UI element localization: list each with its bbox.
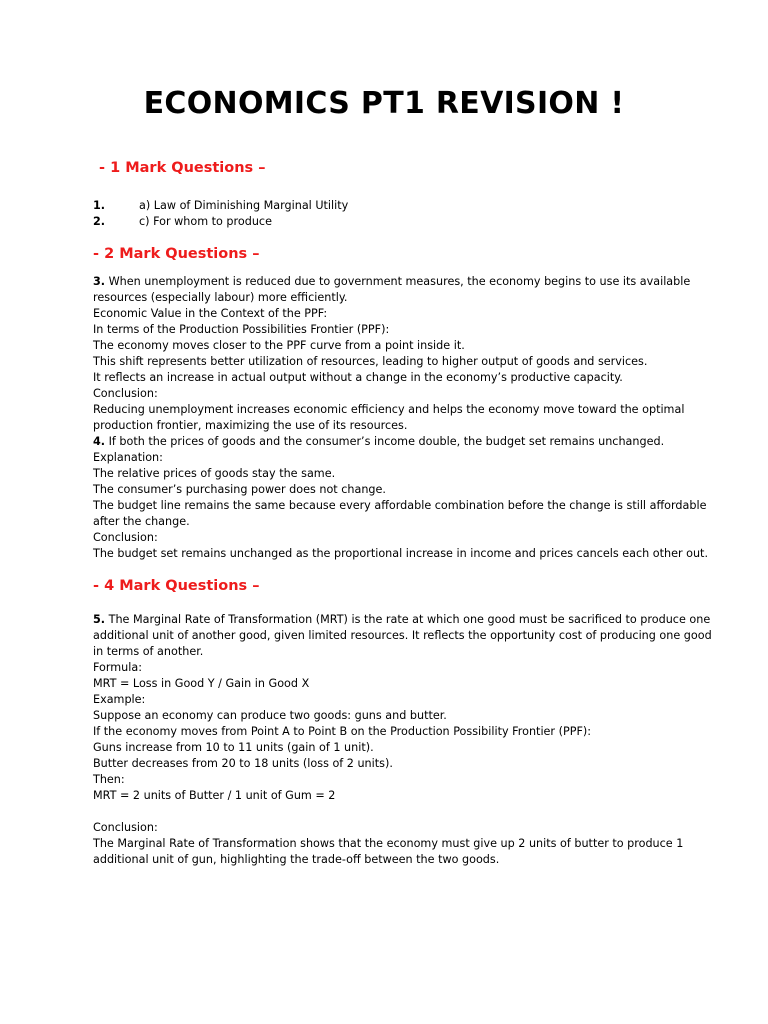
answer-line: The budget line remains the same because every affordable combination before the change is still affordable <box>93 499 707 512</box>
answer-line: MRT = 2 units of Butter / 1 unit of Gum = 2 <box>93 789 336 802</box>
answer-text: When unemployment is reduced due to government measures, the economy begins to use its available <box>108 275 691 288</box>
answer-line: The relative prices of goods stay the same. <box>93 467 336 480</box>
answer-line: Then: <box>93 773 125 786</box>
one-mark-list <box>93 198 683 230</box>
answer-line: production frontier, maximizing the use of its resources. <box>93 419 408 432</box>
mcq-answer: c) For whom to produce <box>139 215 272 228</box>
answer-line: Butter decreases from 20 to 18 units (loss of 2 units). <box>93 757 393 770</box>
answer-line: If the economy moves from Point A to Point B on the Production Possibility Frontier (PPF): <box>93 725 592 738</box>
blank-line <box>93 804 683 820</box>
answer-line <box>93 612 711 628</box>
answer-line: additional unit of another good, given limited resources. It reflects the opportunity cost of producing one good <box>93 629 712 642</box>
answer-text: The Marginal Rate of Transformation (MRT) is the rate at which one good must be sacrificed to produce one <box>108 613 711 626</box>
answer-line: Conclusion: <box>93 821 158 834</box>
answer-line: in terms of another. <box>93 645 204 658</box>
mcq-number: 2. <box>93 215 106 228</box>
answer-line: Example: <box>93 693 146 706</box>
two-mark-answers <box>93 274 709 562</box>
four-mark-answer <box>93 612 712 868</box>
answer-line: The budget set remains unchanged as the proportional increase in income and prices cancels each other out. <box>93 547 709 560</box>
answer-line: In terms of the Production Possibilities Frontier (PPF): <box>93 323 390 336</box>
question-number: 3. <box>93 275 106 288</box>
answer-line: Formula: <box>93 661 143 674</box>
answer-line: MRT = Loss in Good Y / Gain in Good X <box>93 677 310 690</box>
mcq-answer: a) Law of Diminishing Marginal Utility <box>139 199 349 212</box>
question-number: 5. <box>93 613 106 626</box>
answer-line: The consumer’s purchasing power does not change. <box>93 483 386 496</box>
one-mark-heading: - 1 Mark Questions – <box>99 160 266 176</box>
answer-line: additional unit of gun, highlighting the trade-off between the two goods. <box>93 853 500 866</box>
answer-line: This shift represents better utilization of resources, leading to higher output of goods and services. <box>93 355 648 368</box>
four-mark-heading: - 4 Mark Questions – <box>93 578 260 594</box>
answer-line: Conclusion: <box>93 531 158 544</box>
answer-line: resources (especially labour) more efficiently. <box>93 291 348 304</box>
answer-line: Suppose an economy can produce two goods: guns and butter. <box>93 709 447 722</box>
answer-line: The economy moves closer to the PPF curve from a point inside it. <box>93 339 465 352</box>
answer-line <box>93 274 691 290</box>
answer-text: If both the prices of goods and the consumer’s income double, the budget set remains unchanged. <box>108 435 665 448</box>
mcq-item <box>93 198 683 214</box>
answer-line: Reducing unemployment increases economic efficiency and helps the economy move toward the optimal <box>93 403 685 416</box>
answer-line: The Marginal Rate of Transformation shows that the economy must give up 2 units of butter to produce 1 <box>93 837 684 850</box>
question-number: 4. <box>93 435 106 448</box>
answer-line: Explanation: <box>93 451 163 464</box>
answer-line: Conclusion: <box>93 387 158 400</box>
answer-line: after the change. <box>93 515 190 528</box>
answer-line: Guns increase from 10 to 11 units (gain of 1 unit). <box>93 741 374 754</box>
answer-line <box>93 434 683 450</box>
answer-line: It reflects an increase in actual output without a change in the economy’s productive capacity. <box>93 371 623 384</box>
page-title: ECONOMICS PT1 REVISION ! <box>143 86 625 121</box>
mcq-number: 1. <box>93 199 106 212</box>
two-mark-heading: - 2 Mark Questions – <box>93 246 260 262</box>
answer-line: Economic Value in the Context of the PPF: <box>93 307 328 320</box>
mcq-item <box>93 214 683 230</box>
